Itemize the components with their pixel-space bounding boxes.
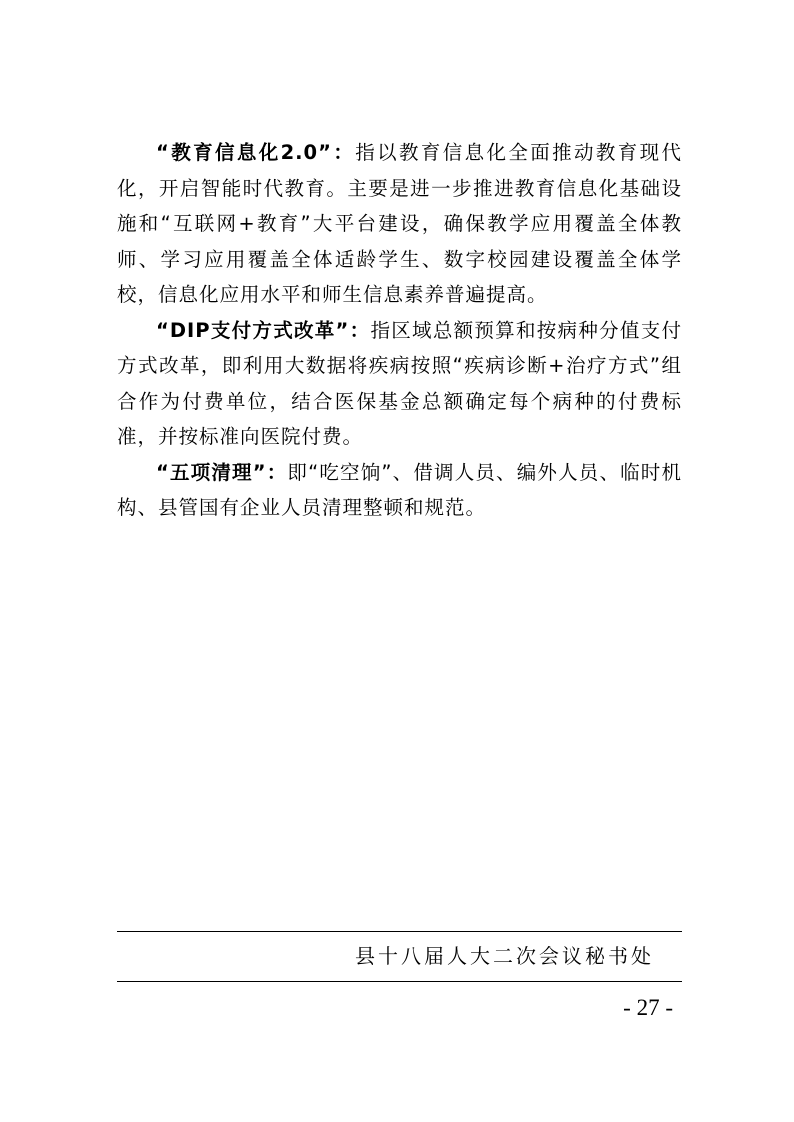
footer-top-rule: [117, 931, 682, 932]
glossary-entry-dip-payment-reform: [117, 313, 682, 455]
footer-bottom-rule: [117, 981, 682, 982]
glossary-term: “DIP支付方式改革”：: [156, 318, 371, 342]
glossary-entry-education-informatization: [117, 135, 682, 313]
issuer-name: 县十八届人大二次会议秘书处: [355, 944, 654, 968]
glossary-body: [117, 135, 682, 526]
glossary-definition: 即“吃空饷”、借调人员、编外人员、临时机构、县管国有企业人员清理整顿和规范。: [117, 460, 682, 519]
glossary-term: “五项清理”：: [156, 460, 288, 484]
glossary-entry-five-cleanups: [117, 455, 682, 526]
glossary-definition: 指以教育信息化全面推动教育现代化，开启智能时代教育。主要是进一步推进教育信息化基础设施和“互联网+教育”大平台建设，确保教学应用覆盖全体教师、学习应用覆盖全体适龄学生、数字校园建设覆盖全体学校，信息化应用水平和师生信息素养普遍提高。: [117, 141, 682, 306]
glossary-term: “教育信息化2.0”：: [156, 141, 356, 164]
page-number: - 27 -: [623, 995, 673, 1020]
glossary-definition: 指区域总额预算和按病种分值支付方式改革，即利用大数据将疾病按照“疾病诊断+治疗方式”组合作为付费单位，结合医保基金总额确定每个病种的付费标准，并按标准向医院付费。: [117, 318, 682, 448]
